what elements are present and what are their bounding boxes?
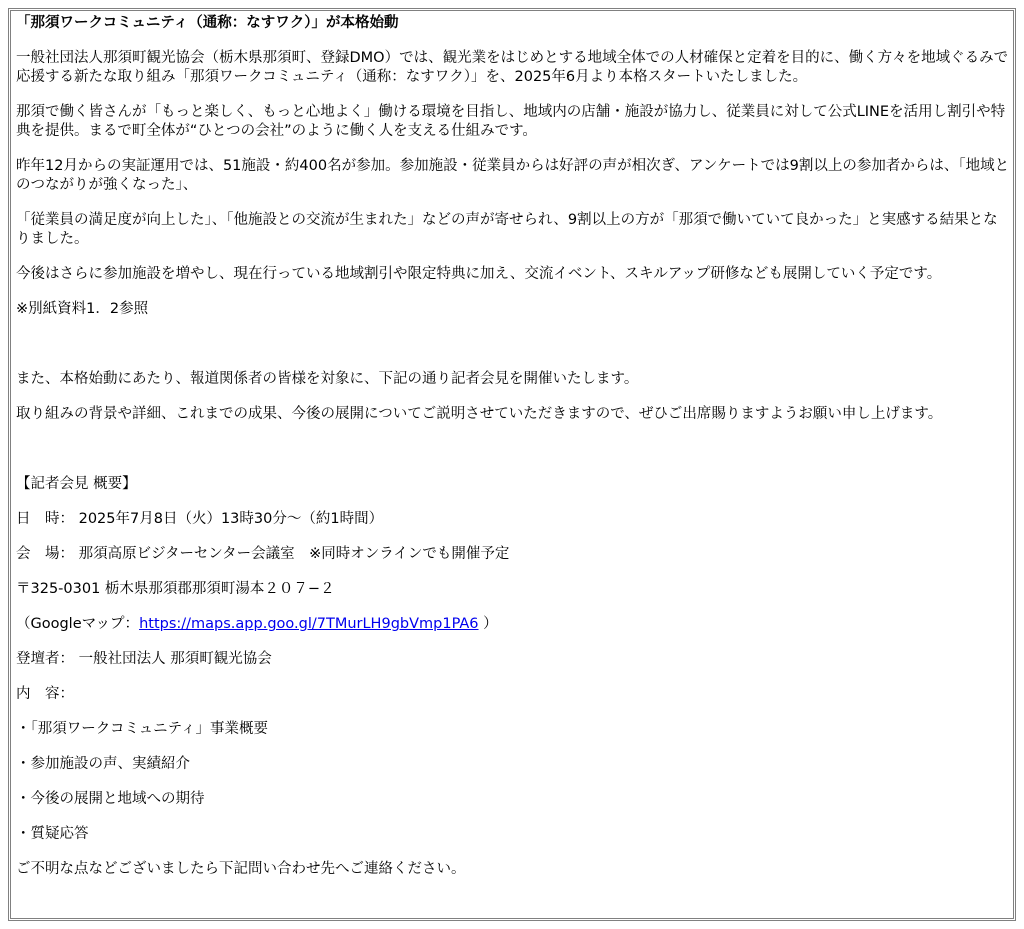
future-plans-paragraph: 今後はさらに参加施設を増やし、現在行っている地域割引や限定特典に加え、交流イベント、スキルアップ研修なども展開していく予定です。 <box>16 266 942 282</box>
google-map-link[interactable]: https://maps.app.goo.gl/7TMurLH9gbVmp1PA6 <box>139 616 479 632</box>
press-conference-date: 日 時： 2025年7月8日（火）13時30分～（約1時間） <box>16 511 384 527</box>
press-conference-address: 〒325-0301 栃木県那須郡那須町湯本２０７−２ <box>16 581 335 597</box>
intro-paragraph: 一般社団法人那須町観光協会（栃木県那須町、登録DMO）では、観光業をはじめとする地域全体での人材確保と定着を目的に、働く方々を地域ぐるみで応援する新たな取り組み「那須ワークコミュニティ（通称：なすワク）」を、2025年6月より本格スタートいたしました。 <box>16 50 1009 85</box>
agenda-item: ・参加施設の声、実績紹介 <box>16 756 190 772</box>
map-line <box>16 615 1012 634</box>
press-conference-speaker: 登壇者： 一般社団法人 那須町観光協会 <box>16 651 272 667</box>
survey-results-paragraph: 「従業員の満足度が向上した」、「他施設との交流が生まれた」などの声が寄せられ、9割以上の方が「那須で働いていて良かった」と実感する結果となりました。 <box>16 212 998 247</box>
document-frame <box>8 8 1016 921</box>
press-release-body <box>16 14 1012 895</box>
press-conference-heading: 【記者会見 概要】 <box>16 476 137 492</box>
contact-note: ご不明な点などございましたら下記問い合わせ先へご連絡ください。 <box>16 861 466 877</box>
agenda-item: ・「那須ワークコミュニティ」事業概要 <box>16 721 269 737</box>
page-title: 「那須ワークコミュニティ（通称：なすワク）」が本格始動 <box>16 15 399 31</box>
agenda-item: ・質疑応答 <box>16 826 89 842</box>
attachment-note: ※別紙資料1．2参照 <box>16 301 149 317</box>
map-prefix: （Googleマップ： <box>16 616 140 632</box>
concept-paragraph: 那須で働く皆さんが「もっと楽しく、もっと心地よく」働ける環境を目指し、地域内の店舗・施設が協力し、従業員に対して公式LINEを活用し割引や特典を提供。まるで町全体が“ひとつの会社”のように働く人を支える仕組みです。 <box>16 104 1006 139</box>
map-suffix: ） <box>478 616 498 632</box>
trial-results-paragraph: 昨年12月からの実証運用では、51施設・約400名が参加。参加施設・従業員からは好評の声が相次ぎ、アンケートでは9割以上の参加者からは、「地域とのつながりが強くなった」、 <box>16 158 1010 193</box>
agenda-item: ・今後の展開と地域への期待 <box>16 791 205 807</box>
press-conference-announcement: また、本格始動にあたり、報道関係者の皆様を対象に、下記の通り記者会見を開催いたします。 <box>16 371 639 387</box>
press-conference-content-label: 内 容： <box>16 686 74 702</box>
press-conference-venue: 会 場： 那須高原ビジターセンター会議室 ※同時オンラインでも開催予定 <box>16 546 510 562</box>
document-inner-frame <box>10 10 1014 919</box>
blank-line <box>16 440 1012 459</box>
blank-line <box>16 335 1012 354</box>
attendance-request: 取り組みの背景や詳細、これまでの成果、今後の展開についてご説明させていただきますので、ぜひご出席賜りますようお願い申し上げます。 <box>16 406 943 422</box>
